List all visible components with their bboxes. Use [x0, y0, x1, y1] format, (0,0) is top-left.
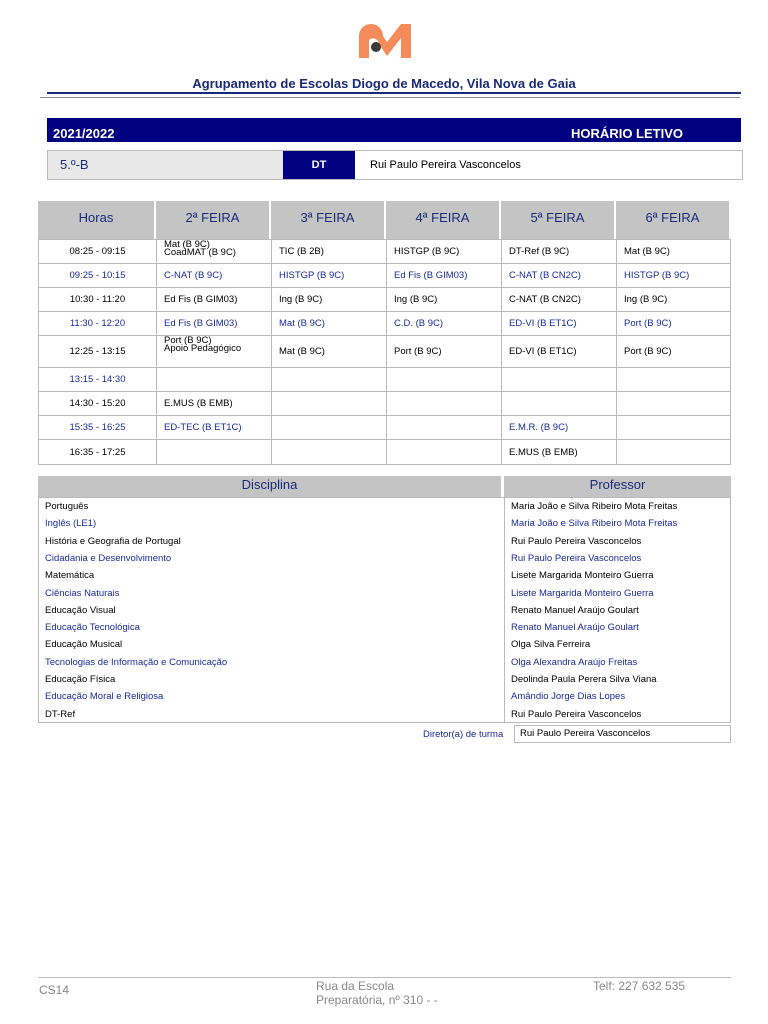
time-slot: 10:30 - 11:20	[39, 288, 157, 311]
teacher-name: Olga Silva Ferreira	[511, 639, 591, 651]
schedule-header	[38, 201, 731, 239]
subject-row	[39, 550, 730, 567]
lesson-text: Apoio Pedagógico	[164, 343, 242, 354]
lesson-text: Mat (B 9C)	[279, 346, 325, 357]
time-slot: 08:25 - 09:15	[39, 240, 157, 263]
schedule-grid	[38, 239, 731, 465]
lesson-text: C-NAT (B 9C)	[164, 270, 223, 281]
subject-row	[39, 619, 730, 636]
lesson-cell	[502, 240, 617, 263]
subject-name: Tecnologias de Informação e Comunicação	[45, 656, 228, 668]
header-day: 2ª FEIRA	[156, 201, 271, 239]
teacher-name: Renato Manuel Araújo Goulart	[511, 604, 639, 616]
director-name: Rui Paulo Pereira Vasconcelos	[514, 725, 731, 743]
lesson-cell	[502, 336, 617, 367]
lesson-cell	[157, 392, 272, 415]
header-hours: Horas	[38, 201, 156, 239]
schedule-row	[39, 288, 730, 312]
footer-code: CS14	[39, 983, 70, 997]
school-name: Agrupamento de Escolas Diogo de Macedo, Vila Nova de Gaia	[192, 76, 576, 91]
lesson-cell	[387, 264, 502, 287]
lesson-cell	[617, 416, 732, 439]
lesson-cell	[387, 416, 502, 439]
lesson-cell	[502, 264, 617, 287]
lesson-text: E.M.R. (B 9C)	[509, 422, 569, 433]
subject-row	[39, 671, 730, 688]
lesson-text: ED-VI (B ET1C)	[509, 346, 577, 357]
subject-row	[39, 688, 730, 705]
schedule-row	[39, 368, 730, 392]
lesson-cell	[157, 416, 272, 439]
lesson-cell	[157, 336, 272, 367]
header-day: 3ª FEIRA	[271, 201, 386, 239]
lesson-text: HISTGP (B 9C)	[624, 270, 690, 281]
lesson-text: HISTGP (B 9C)	[394, 246, 460, 257]
lesson-text: C-NAT (B CN2C)	[509, 294, 581, 305]
time-slot: 15:35 - 16:25	[39, 416, 157, 439]
lesson-text: Ing (B 9C)	[394, 294, 438, 305]
lesson-text: ED-VI (B ET1C)	[509, 318, 577, 329]
header-divider	[47, 92, 741, 94]
lesson-cell	[617, 312, 732, 335]
schedule-row	[39, 240, 730, 264]
footer-address-line2: Preparatória, nº 310 - -	[316, 993, 438, 1007]
subject-name: Ciências Naturais	[45, 587, 120, 599]
lesson-cell	[502, 312, 617, 335]
lesson-cell	[157, 312, 272, 335]
lesson-cell	[617, 392, 732, 415]
lesson-text: Ing (B 9C)	[624, 294, 668, 305]
lesson-text: Port (B 9C)	[164, 335, 212, 346]
lesson-text: CoadMAT (B 9C)	[164, 247, 236, 258]
lesson-cell	[157, 240, 272, 263]
lesson-text: Ed Fis (B GIM03)	[164, 294, 238, 305]
subject-row	[39, 602, 730, 619]
lesson-text: Port (B 9C)	[624, 318, 672, 329]
subject-name: Português	[45, 501, 89, 512]
teacher-column-header: Professor	[504, 476, 731, 497]
subject-name: Matemática	[45, 570, 95, 582]
lesson-cell	[387, 336, 502, 367]
lesson-text: Mat (B 9C)	[164, 239, 210, 250]
lesson-cell	[272, 392, 387, 415]
director-label: Diretor(a) de turma	[423, 729, 504, 740]
teacher-name: Rui Paulo Pereira Vasconcelos	[511, 708, 642, 720]
teacher-name: Rui Paulo Pereira Vasconcelos	[511, 535, 642, 547]
schedule-title-band	[47, 118, 741, 142]
lesson-cell	[272, 336, 387, 367]
lesson-cell	[272, 312, 387, 335]
subject-name: Educação Tecnológica	[45, 622, 140, 634]
teacher-name: Olga Alexandra Araújo Freitas	[511, 656, 638, 668]
class-info-row	[47, 150, 743, 180]
lesson-cell	[157, 288, 272, 311]
lesson-cell	[502, 392, 617, 415]
schedule-row	[39, 336, 730, 368]
lesson-text: Mat (B 9C)	[279, 318, 325, 329]
lesson-cell	[617, 288, 732, 311]
header-divider-thin	[40, 97, 740, 98]
subject-name: História e Geografia de Portugal	[45, 535, 181, 547]
subject-name: Educação Moral e Religiosa	[45, 691, 164, 703]
subject-name: Inglês (LE1)	[45, 518, 97, 530]
lesson-cell	[272, 264, 387, 287]
subject-row	[39, 533, 730, 550]
subject-name: DT-Ref	[45, 708, 76, 720]
time-slot: 09:25 - 10:15	[39, 264, 157, 287]
footer-address-line1: Rua da Escola	[316, 979, 395, 993]
time-slot: 14:30 - 15:20	[39, 392, 157, 415]
class-name: 5.º-B	[48, 151, 283, 179]
schedule-row	[39, 312, 730, 336]
footer-divider	[38, 977, 731, 978]
subject-row	[39, 567, 730, 584]
lesson-text: Port (B 9C)	[624, 346, 672, 357]
lesson-cell	[502, 416, 617, 439]
time-slot: 13:15 - 14:30	[39, 368, 157, 391]
lesson-cell	[272, 368, 387, 391]
subject-row	[39, 498, 730, 515]
lesson-text: Mat (B 9C)	[624, 246, 670, 257]
teacher-name: Maria João e Silva Ribeiro Mota Freitas	[511, 501, 678, 512]
subject-name: Cidadania e Desenvolvimento	[45, 552, 172, 564]
subject-row	[39, 706, 730, 723]
lesson-cell	[387, 312, 502, 335]
lesson-text: DT-Ref (B 9C)	[509, 246, 570, 257]
schedule-row	[39, 416, 730, 440]
lesson-text: HISTGP (B 9C)	[279, 270, 345, 281]
schedule-row	[39, 264, 730, 288]
lesson-cell	[272, 240, 387, 263]
lesson-text: C-NAT (B CN2C)	[509, 270, 581, 281]
teacher-name: Deolinda Paula Perera Silva Viana	[511, 674, 657, 685]
time-slot: 16:35 - 17:25	[39, 440, 157, 464]
dt-name: Rui Paulo Pereira Vasconcelos	[370, 159, 521, 171]
schedule-row	[39, 392, 730, 416]
subject-name: Educação Musical	[45, 639, 123, 651]
subject-column-header: Disciplina	[38, 476, 501, 497]
lesson-cell	[617, 368, 732, 391]
school-year: 2021/2022	[53, 126, 115, 141]
subject-row	[39, 654, 730, 671]
lesson-text: E.MUS (B EMB)	[509, 446, 578, 458]
lesson-cell	[502, 440, 617, 464]
subject-row	[39, 585, 730, 602]
lesson-cell	[272, 416, 387, 439]
lesson-cell	[617, 264, 732, 287]
lesson-cell	[502, 288, 617, 311]
teacher-name: Maria João e Silva Ribeiro Mota Freitas	[511, 518, 678, 530]
header-day: 6ª FEIRA	[616, 201, 731, 239]
header-day: 4ª FEIRA	[386, 201, 501, 239]
time-slot: 12:25 - 13:15	[39, 336, 157, 367]
teacher-name: Rui Paulo Pereira Vasconcelos	[511, 552, 642, 564]
lesson-text: Ed Fis (B GIM03)	[164, 318, 238, 329]
lesson-cell	[617, 336, 732, 367]
subject-name: Educação Física	[45, 674, 116, 685]
lesson-cell	[157, 368, 272, 391]
lesson-cell	[502, 368, 617, 391]
time-slot: 11:30 - 12:20	[39, 312, 157, 335]
footer-phone: Telf: 227 632 535	[593, 979, 686, 993]
lesson-cell	[272, 288, 387, 311]
teacher-name: Amândio Jorge Dias Lopes	[511, 691, 626, 703]
schedule-row	[39, 440, 730, 464]
header-day: 5ª FEIRA	[501, 201, 616, 239]
lesson-text: TIC (B 2B)	[279, 246, 324, 257]
teacher-name: Lisete Margarida Monteiro Guerra	[511, 587, 654, 599]
teacher-name: Lisete Margarida Monteiro Guerra	[511, 570, 654, 582]
subjects-table	[38, 497, 731, 723]
lesson-text: C.D. (B 9C)	[394, 318, 444, 329]
subject-name: Educação Visual	[45, 604, 116, 616]
lesson-text: Ing (B 9C)	[279, 294, 323, 305]
lesson-cell	[387, 392, 502, 415]
lesson-text: ED-TEC (B ET1C)	[164, 422, 242, 433]
lesson-cell	[272, 440, 387, 464]
lesson-cell	[387, 368, 502, 391]
lesson-cell	[617, 440, 732, 464]
lesson-cell	[157, 440, 272, 464]
lesson-text: Port (B 9C)	[394, 346, 442, 357]
subject-row	[39, 636, 730, 653]
lesson-cell	[617, 240, 732, 263]
subject-row	[39, 515, 730, 532]
lesson-text: Ed Fis (B GIM03)	[394, 270, 468, 281]
dt-label: DT	[283, 151, 355, 179]
lesson-cell	[387, 440, 502, 464]
schedule-title: HORÁRIO LETIVO	[571, 126, 683, 141]
lesson-cell	[157, 264, 272, 287]
school-logo-icon	[355, 20, 415, 60]
lesson-cell	[387, 240, 502, 263]
teacher-name: Renato Manuel Araújo Goulart	[511, 622, 639, 634]
lesson-cell	[387, 288, 502, 311]
lesson-text: E.MUS (B EMB)	[164, 398, 233, 409]
